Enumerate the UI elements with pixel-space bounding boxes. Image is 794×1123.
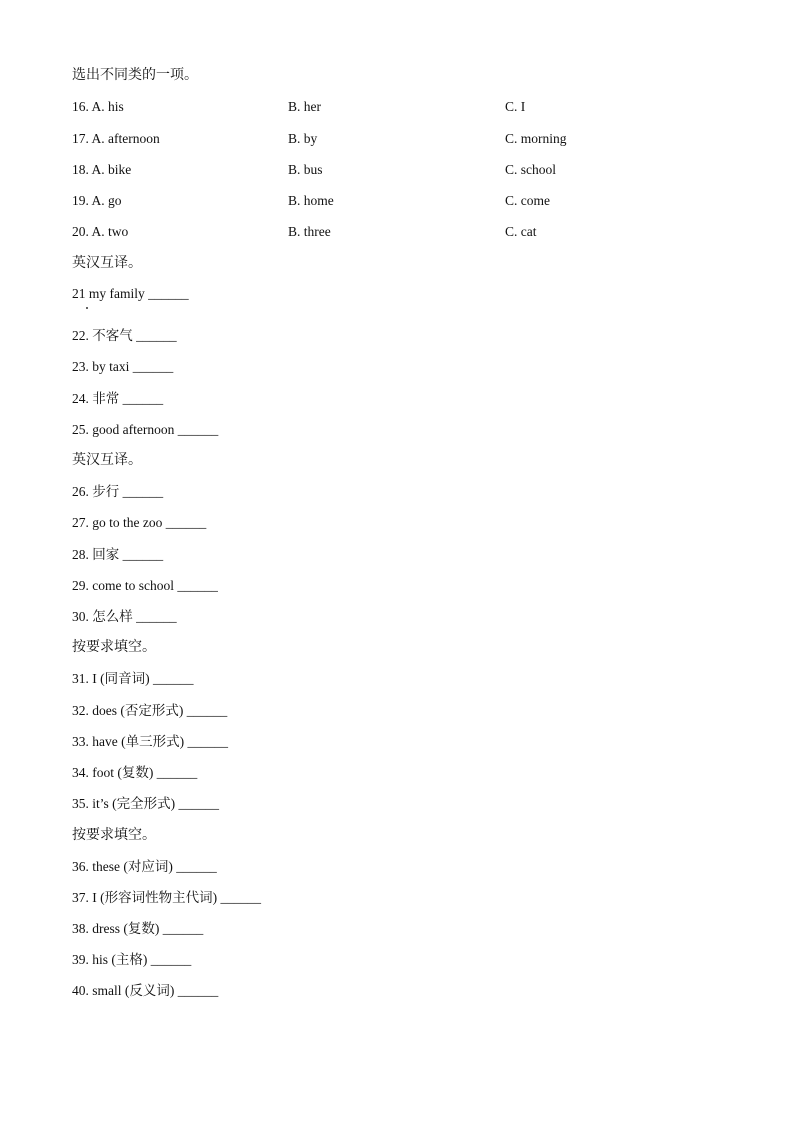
- option-a: 20. A. two: [72, 224, 129, 239]
- item-36: 36. these (对应词) ______: [72, 859, 217, 874]
- section-heading-translate-2: 英汉互译。: [72, 453, 142, 468]
- item-34: 34. foot (复数) ______: [72, 765, 198, 780]
- item-24: 24. 非常 ______: [72, 391, 164, 406]
- question-17: [72, 129, 722, 149]
- option-b: B. home: [288, 193, 334, 208]
- item-37: 37. I (形容词性物主代词) ______: [72, 890, 261, 905]
- section-heading-odd-one-out: 选出不同类的一项。: [72, 68, 198, 83]
- stray-dot-mark: [86, 307, 88, 309]
- question-20: [72, 222, 722, 242]
- item-23: 23. by taxi ______: [72, 359, 174, 374]
- option-a: 18. A. bike: [72, 162, 132, 177]
- item-22: 22. 不客气 ______: [72, 328, 177, 343]
- question-16: [72, 97, 722, 117]
- option-b: B. by: [288, 131, 318, 146]
- item-27: 27. go to the zoo ______: [72, 515, 207, 530]
- option-a: 16. A. his: [72, 99, 124, 114]
- item-21: 21 my family ______: [72, 286, 189, 301]
- item-25: 25. good afternoon ______: [72, 422, 219, 437]
- item-39: 39. his (主格) ______: [72, 952, 192, 967]
- item-33: 33. have (单三形式) ______: [72, 734, 228, 749]
- section-heading-fill-1: 按要求填空。: [72, 640, 156, 655]
- item-29: 29. come to school ______: [72, 578, 218, 593]
- item-28: 28. 回家 ______: [72, 547, 164, 562]
- section-heading-translate-1: 英汉互译。: [72, 256, 142, 271]
- option-c: C. morning: [505, 131, 567, 146]
- option-c: C. cat: [505, 224, 537, 239]
- question-18: [72, 160, 722, 180]
- option-b: B. her: [288, 99, 321, 114]
- item-31: 31. I (同音词) ______: [72, 671, 194, 686]
- option-c: C. I: [505, 99, 526, 114]
- item-38: 38. dress (复数) ______: [72, 921, 204, 936]
- option-b: B. three: [288, 224, 331, 239]
- item-40: 40. small (反义词) ______: [72, 983, 219, 998]
- item-32: 32. does (否定形式) ______: [72, 703, 228, 718]
- option-c: C. come: [505, 193, 550, 208]
- option-a: 19. A. go: [72, 193, 122, 208]
- item-35: 35. it’s (完全形式) ______: [72, 796, 219, 811]
- section-heading-fill-2: 按要求填空。: [72, 828, 156, 843]
- question-19: [72, 191, 722, 211]
- item-30: 30. 怎么样 ______: [72, 609, 177, 624]
- item-26: 26. 步行 ______: [72, 484, 164, 499]
- option-c: C. school: [505, 162, 557, 177]
- option-b: B. bus: [288, 162, 323, 177]
- option-a: 17. A. afternoon: [72, 131, 160, 146]
